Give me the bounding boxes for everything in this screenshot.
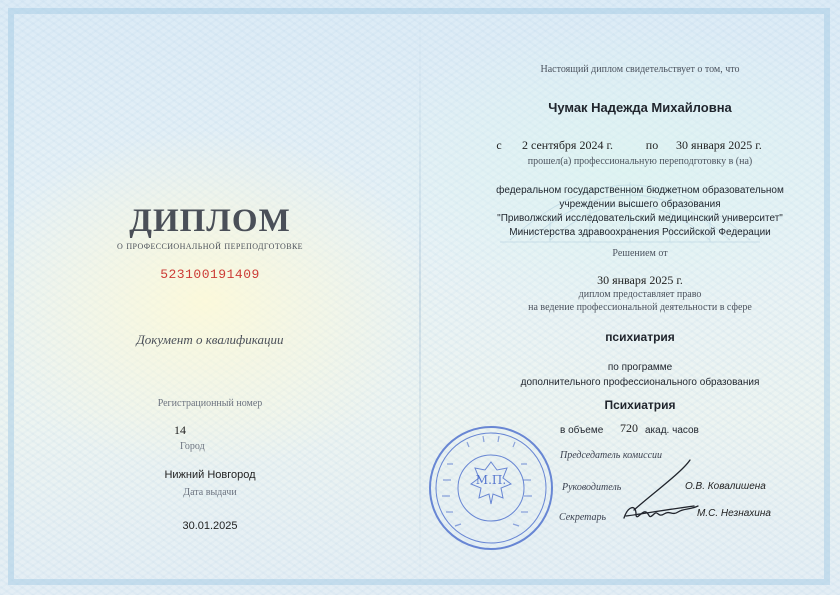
period-from-label: с: [496, 138, 502, 152]
period-to-date: 30 января 2025 г.: [676, 138, 762, 152]
grants-line-1: диплом предоставляет право: [578, 289, 702, 300]
signature: [612, 456, 700, 534]
intro-text: Настоящий диплом свидетельствует о том, что: [540, 64, 740, 75]
serial-number: 523100191409: [160, 267, 260, 282]
page-fold: [419, 0, 421, 595]
program-name: Психиатрия: [604, 398, 676, 412]
decision-label: Решением от: [612, 248, 668, 259]
sphere: психиатрия: [605, 330, 675, 344]
registration-number: 14: [174, 423, 186, 437]
head-label: Руководитель: [562, 482, 622, 493]
grants-line-2: на ведение профессиональной деятельности в сфере: [528, 302, 752, 313]
head-name: О.В. Ковалишена: [685, 481, 766, 492]
program-label: по программе: [607, 362, 673, 373]
secretary-label: Секретарь: [559, 512, 607, 523]
period-from-date: 2 сентября 2024 г.: [522, 138, 614, 152]
secretary-name: М.С. Незнахина: [697, 508, 771, 519]
org-line-2: учреждении высшего образования: [559, 199, 721, 210]
document-type: Документ о квалификации: [136, 332, 284, 347]
org-line-1: федеральном государственном бюджетном образовательном: [496, 185, 784, 196]
issue-date-value: 30.01.2025: [182, 520, 238, 532]
registration-label: Регистрационный номер: [157, 398, 263, 409]
seal-text: М.П.: [475, 473, 507, 487]
org-line-4: Министерства здравоохранения Российской Федерации: [509, 227, 771, 238]
holder-name: Чумак Надежда Михайловна: [548, 100, 732, 115]
period-to-label: по: [645, 138, 659, 152]
diploma-title: ДИПЛОМ: [129, 203, 291, 239]
volume-value: 720: [620, 421, 638, 435]
passed-text: прошел(а) профессиональную переподготовку в (на): [527, 156, 753, 167]
city-value: Нижний Новгород: [164, 469, 256, 481]
official-seal: [427, 424, 555, 552]
decision-date: 30 января 2025 г.: [597, 273, 683, 287]
issue-date-label: Дата выдачи: [183, 487, 237, 498]
org-line-3: "Приволжский исследовательский медицинский университет": [497, 213, 783, 224]
volume-unit: акад. часов: [645, 425, 699, 436]
city-label: Город: [180, 441, 205, 452]
volume-label: в объеме: [560, 425, 604, 436]
chair-label: Председатель комиссии: [560, 450, 663, 461]
diploma-subtitle: о профессиональной переподготовке: [117, 240, 303, 252]
program-type: дополнительного профессионального образования: [520, 377, 760, 388]
